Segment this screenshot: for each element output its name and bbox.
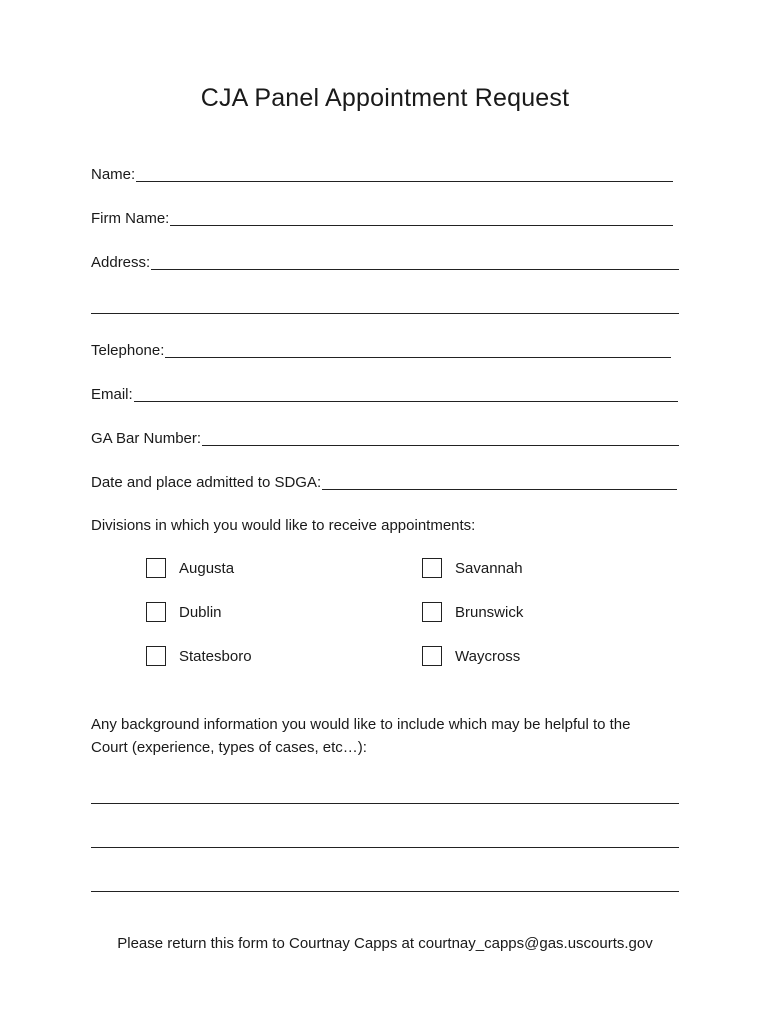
background-line-2-field[interactable] [91,828,679,850]
waycross-label: Waycross [455,647,521,665]
augusta-label: Augusta [179,559,235,577]
brunswick-checkbox[interactable] [422,602,442,622]
background-line-3-field[interactable] [91,872,679,894]
email-label: Email: [91,386,133,403]
telephone-line[interactable] [165,356,671,358]
telephone-field[interactable] [91,338,671,360]
background-prompt-line-1: Any background information you would like to include which may be helpful to the [91,716,631,733]
date-place-admitted-label: Date and place admitted to SDGA: [91,474,322,491]
firm-name-label: Firm Name: [91,210,170,227]
augusta-checkbox[interactable] [146,558,166,578]
address-field[interactable] [91,250,679,272]
date-place-admitted-field[interactable] [91,470,677,492]
division-augusta[interactable] [146,558,234,578]
ga-bar-number-line[interactable] [202,444,679,446]
waycross-checkbox[interactable] [422,646,442,666]
dublin-checkbox[interactable] [146,602,166,622]
name-label: Name: [91,166,136,183]
email-field[interactable] [91,382,678,404]
address-line-2-field[interactable] [91,294,679,316]
background-line-3[interactable] [91,890,679,892]
division-savannah[interactable] [422,558,523,578]
name-field[interactable] [91,162,673,184]
dublin-label: Dublin [179,603,222,621]
name-line[interactable] [136,180,673,182]
address-label: Address: [91,254,151,271]
division-brunswick[interactable] [422,602,523,622]
background-line-1[interactable] [91,802,679,804]
page-title: CJA Panel Appointment Request [200,84,570,112]
date-place-admitted-line[interactable] [322,488,677,490]
background-line-1-field[interactable] [91,784,679,806]
ga-bar-number-field[interactable] [91,426,679,448]
division-waycross[interactable] [422,646,520,666]
return-instructions: Please return this form to Courtnay Capps at courtnay_capps@gas.uscourts.gov [117,935,653,952]
email-line[interactable] [134,400,678,402]
background-prompt-line-2: Court (experience, types of cases, etc…): [91,739,367,756]
statesboro-checkbox[interactable] [146,646,166,666]
brunswick-label: Brunswick [455,603,524,621]
firm-name-line[interactable] [170,224,673,226]
divisions-prompt: Divisions in which you would like to receive appointments: [91,517,476,534]
savannah-checkbox[interactable] [422,558,442,578]
statesboro-label: Statesboro [179,647,252,665]
address-line[interactable] [151,268,679,270]
background-prompt [91,713,630,759]
division-statesboro[interactable] [146,646,252,666]
telephone-label: Telephone: [91,342,165,359]
ga-bar-number-label: GA Bar Number: [91,430,202,447]
background-line-2[interactable] [91,846,679,848]
firm-name-field[interactable] [91,206,673,228]
savannah-label: Savannah [455,559,523,577]
division-dublin[interactable] [146,602,222,622]
address-line-2[interactable] [91,312,679,314]
